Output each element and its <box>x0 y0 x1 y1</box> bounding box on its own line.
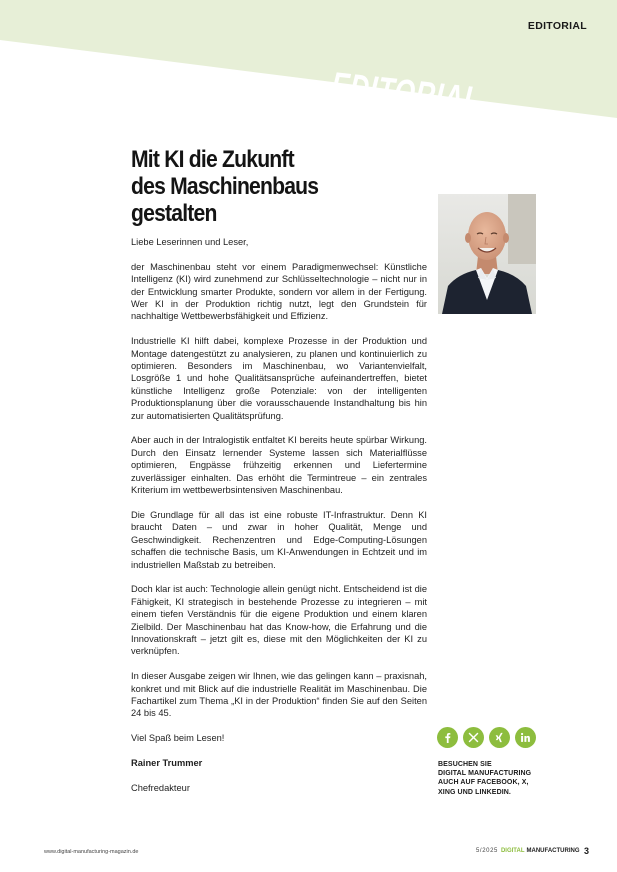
linkedin-icon[interactable] <box>515 727 536 748</box>
magazine-name-part-1: DIGITAL <box>500 848 525 854</box>
social-links <box>437 727 536 748</box>
page-number: 3 <box>584 846 590 856</box>
headline-line-1: Mit KI die Zukunft <box>131 146 294 173</box>
social-note: BESUCHEN SIE DIGITAL MANUFACTURING AUCH AUF FACEBOOK, X, XING UND LINKEDIN. <box>438 761 532 796</box>
headline-line-2: des Maschinenbaus gestalten <box>131 173 319 227</box>
header-banner <box>0 0 617 140</box>
author-portrait <box>438 194 536 314</box>
paragraph-2: Industrielle KI hilft dabei, komplexe Prozesse in der Produktion und Montage datengestützt zu analysieren, zu planen und kontinuierlich zu optimieren. Besonders im Maschinenbau, wo Variantenvielfalt, Losgröße 1 und hohe Qualitätsansprüche aufeinandertreffen, bietet künstliche Intelligenz große Potenziale: von der intelligenten Produktionsplanung über die vorausschauende Instandhaltung bis hin zur automatisierten Qualitätsprüfung. <box>131 336 427 421</box>
closing-line: Viel Spaß beim Lesen! <box>131 733 225 744</box>
xing-icon[interactable] <box>489 727 510 748</box>
page-title <box>131 146 395 227</box>
paragraph-4: Die Grundlage für all das ist eine robuste IT-Infrastruktur. Denn KI braucht Daten – und zwar in hoher Qualität, Menge und Geschwindigkeit. Rechenzentren und Edge-Computing-Lösungen schaffen die technische Basis, um KI-Anwendungen in Echtzeit und im industriellen Maßstab zu betreiben. <box>131 509 427 570</box>
paragraph-5: Doch klar ist auch: Technologie allein genügt nicht. Entscheidend ist die Fähigkeit, KI strategisch in bestehende Prozesse zu integrieren – mit einem tiefen Verständnis für die eigene Produktion und einem klaren Zielbild. Der Maschinenbau hat das Know-how, die Erfahrung und die Innovationskraft – jetzt gilt es, diese mit den Möglichkeiten der KI zu verknüpfen. <box>131 584 427 657</box>
banner-watermark: EDITORIAL <box>329 65 546 130</box>
paragraph-3: Aber auch in der Intralogistik entfaltet KI bereits heute spürbar Wirkung. Durch den Einsatz lernender Systeme lassen sich Materialflüsse optimieren, Engpässe frühzeitig erkennen und Liefertermine zuverlässiger einhalten. Das erhöht die Termintreue – ein zentrales Kriterium im wettbewerbsintensiven Maschinenbau. <box>131 435 427 496</box>
footer-issue <box>476 848 580 854</box>
signature-role: Chefredakteur <box>131 782 190 793</box>
footer-url[interactable]: www.digital-manufacturing-magazin.de <box>44 849 139 855</box>
issue-number: 5/2025 <box>476 848 498 854</box>
paragraph-6: In dieser Ausgabe zeigen wir Ihnen, wie das gelingen kann – praxisnah, konkret und mit Blick auf die industrielle Realität im Maschinenbau. Die Fachartikel zum Thema „KI in der Produktion“ finden Sie auf den Seiten 24 bis 45. <box>131 671 427 719</box>
magazine-name-part-2: MANUFACTURING <box>526 848 580 854</box>
facebook-icon[interactable] <box>437 727 458 748</box>
portrait-illustration <box>438 194 536 314</box>
paragraph-1: der Maschinenbau steht vor einem Paradigmenwechsel: Künstliche Intelligenz (KI) wird zunehmend zur Schlüsseltechnologie – nicht nur in der Entwicklung smarter Produkte, sondern vor allem in der Fertigung. Wer KI in der Produktion richtig nutzt, legt den Grundstein für nachhaltige Wettbewerbsfähigkeit und Effizienz. <box>131 261 427 322</box>
x-icon[interactable] <box>463 727 484 748</box>
greeting: Liebe Leserinnen und Leser, <box>131 237 249 247</box>
signature-name: Rainer Trummer <box>131 757 203 768</box>
section-label: EDITORIAL <box>527 20 587 32</box>
editorial-body <box>131 236 427 807</box>
